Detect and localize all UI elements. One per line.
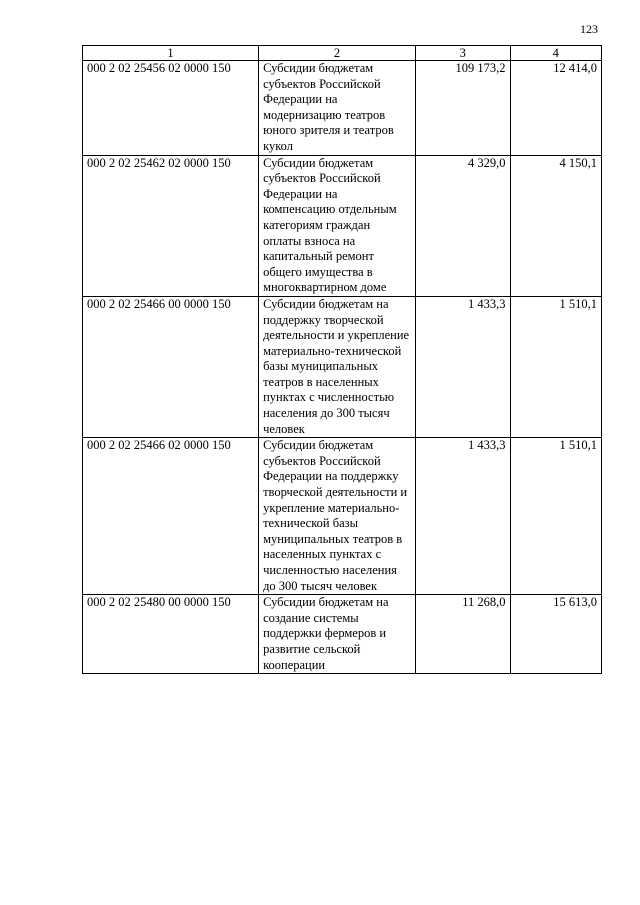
budget-code: 000 2 02 25466 00 0000 150 [83, 296, 259, 437]
budget-code: 000 2 02 25466 02 0000 150 [83, 438, 259, 595]
value-column-4: 4 150,1 [510, 155, 601, 296]
value-column-3: 11 268,0 [415, 595, 510, 674]
table-row [83, 595, 602, 674]
budget-item-name: Субсидии бюджетам субъектов Российской Федерации на поддержку творческой деятельности и укрепление материально-технической базы муниципальных театров в населенных пунктах с численностью населения до 300 тысяч человек [259, 438, 416, 595]
budget-code: 000 2 02 25462 02 0000 150 [83, 155, 259, 296]
value-column-4: 12 414,0 [510, 61, 601, 156]
value-column-3: 4 329,0 [415, 155, 510, 296]
table-header-row [83, 46, 602, 61]
page-number: 123 [580, 22, 598, 36]
budget-table [82, 45, 602, 674]
column-header: 1 [83, 46, 259, 61]
column-header: 4 [510, 46, 601, 61]
column-header: 3 [415, 46, 510, 61]
budget-item-name: Субсидии бюджетам на поддержку творческой деятельности и укрепление материально-технической базы муниципальных театров в населенных пунктах с численностью населения до 300 тысяч человек [259, 296, 416, 437]
table-row [83, 296, 602, 437]
table-row [83, 438, 602, 595]
budget-item-name: Субсидии бюджетам субъектов Российской Федерации на компенсацию отдельным категориям граждан оплаты взноса на капитальный ремонт общего имущества в многоквартирном доме [259, 155, 416, 296]
value-column-3: 109 173,2 [415, 61, 510, 156]
budget-code: 000 2 02 25456 02 0000 150 [83, 61, 259, 156]
budget-item-name: Субсидии бюджетам на создание системы поддержки фермеров и развитие сельской кооперации [259, 595, 416, 674]
budget-item-name: Субсидии бюджетам субъектов Российской Федерации на модернизацию театров юного зрителя и театров кукол [259, 61, 416, 156]
table-row [83, 61, 602, 156]
column-header: 2 [259, 46, 416, 61]
value-column-4: 15 613,0 [510, 595, 601, 674]
value-column-3: 1 433,3 [415, 296, 510, 437]
table-row [83, 155, 602, 296]
budget-code: 000 2 02 25480 00 0000 150 [83, 595, 259, 674]
value-column-4: 1 510,1 [510, 296, 601, 437]
value-column-3: 1 433,3 [415, 438, 510, 595]
value-column-4: 1 510,1 [510, 438, 601, 595]
